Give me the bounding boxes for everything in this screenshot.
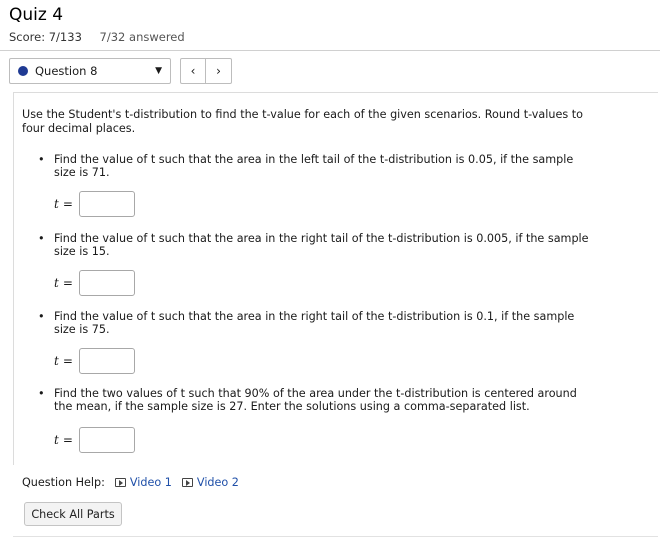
bullet: • xyxy=(38,387,45,400)
question-prompt: Use the Student's t-distribution to find the t-value for each of the given scenarios. Round t-values to four decimal places. xyxy=(22,108,583,135)
question-select-label: Question 8 xyxy=(35,64,98,78)
check-all-parts-button[interactable]: Check All Parts xyxy=(24,502,122,526)
question-part-text: Find the two values of t such that 90% of the area under the t-distribution is centered around the mean, if the sample size is 27. Enter the solutions using a comma-separated list. xyxy=(54,387,577,413)
question-help-label: Question Help: xyxy=(22,476,105,489)
answer-equals: = xyxy=(62,276,73,290)
score-text: Score: 7/133 xyxy=(9,30,82,44)
bullet: • xyxy=(38,310,45,323)
question-help xyxy=(22,476,249,489)
answered-count: 7/32 answered xyxy=(99,30,185,44)
quiz-title: Quiz 4 xyxy=(9,5,64,25)
answer-row-3 xyxy=(54,348,135,374)
answer-input-4[interactable] xyxy=(79,427,135,453)
video-1-label: Video 1 xyxy=(129,476,172,489)
answer-input-2[interactable] xyxy=(79,270,135,296)
answer-row-1 xyxy=(54,191,135,217)
bullet: • xyxy=(38,153,45,166)
answer-row-4 xyxy=(54,427,135,453)
question-part-text: Find the value of t such that the area in the right tail of the t-distribution is 0.1, if the sample size is 75. xyxy=(54,310,575,336)
answer-equals: = xyxy=(62,197,73,211)
video-play-icon xyxy=(115,478,126,487)
chevron-down-icon: ▼ xyxy=(155,66,162,76)
question-select[interactable] xyxy=(9,58,171,84)
score-line xyxy=(9,30,185,44)
footer-divider xyxy=(13,536,658,537)
answer-variable: t xyxy=(54,354,59,368)
answer-equals: = xyxy=(62,433,73,447)
answer-variable: t xyxy=(54,433,59,447)
answer-variable: t xyxy=(54,197,59,211)
chevron-left-icon: ‹ xyxy=(190,64,196,78)
chevron-right-icon: › xyxy=(216,64,221,78)
answer-variable: t xyxy=(54,276,59,290)
video-2-label: Video 2 xyxy=(196,476,239,489)
answer-equals: = xyxy=(62,354,73,368)
answer-row-2 xyxy=(54,270,135,296)
question-part-text: Find the value of t such that the area in the left tail of the t-distribution is 0.05, if the sample size is 71. xyxy=(54,153,574,179)
previous-question-button[interactable] xyxy=(180,58,206,84)
answer-input-3[interactable] xyxy=(79,348,135,374)
video-2-link[interactable] xyxy=(182,476,239,489)
answer-input-1[interactable] xyxy=(79,191,135,217)
question-status-dot xyxy=(18,66,28,76)
header-divider xyxy=(0,50,660,51)
video-1-link[interactable] xyxy=(115,476,172,489)
question-part-text: Find the value of t such that the area in the right tail of the t-distribution is 0.005, if the sample size is 15. xyxy=(54,232,589,258)
next-question-button[interactable] xyxy=(206,58,232,84)
bullet: • xyxy=(38,232,45,245)
video-play-icon xyxy=(182,478,193,487)
